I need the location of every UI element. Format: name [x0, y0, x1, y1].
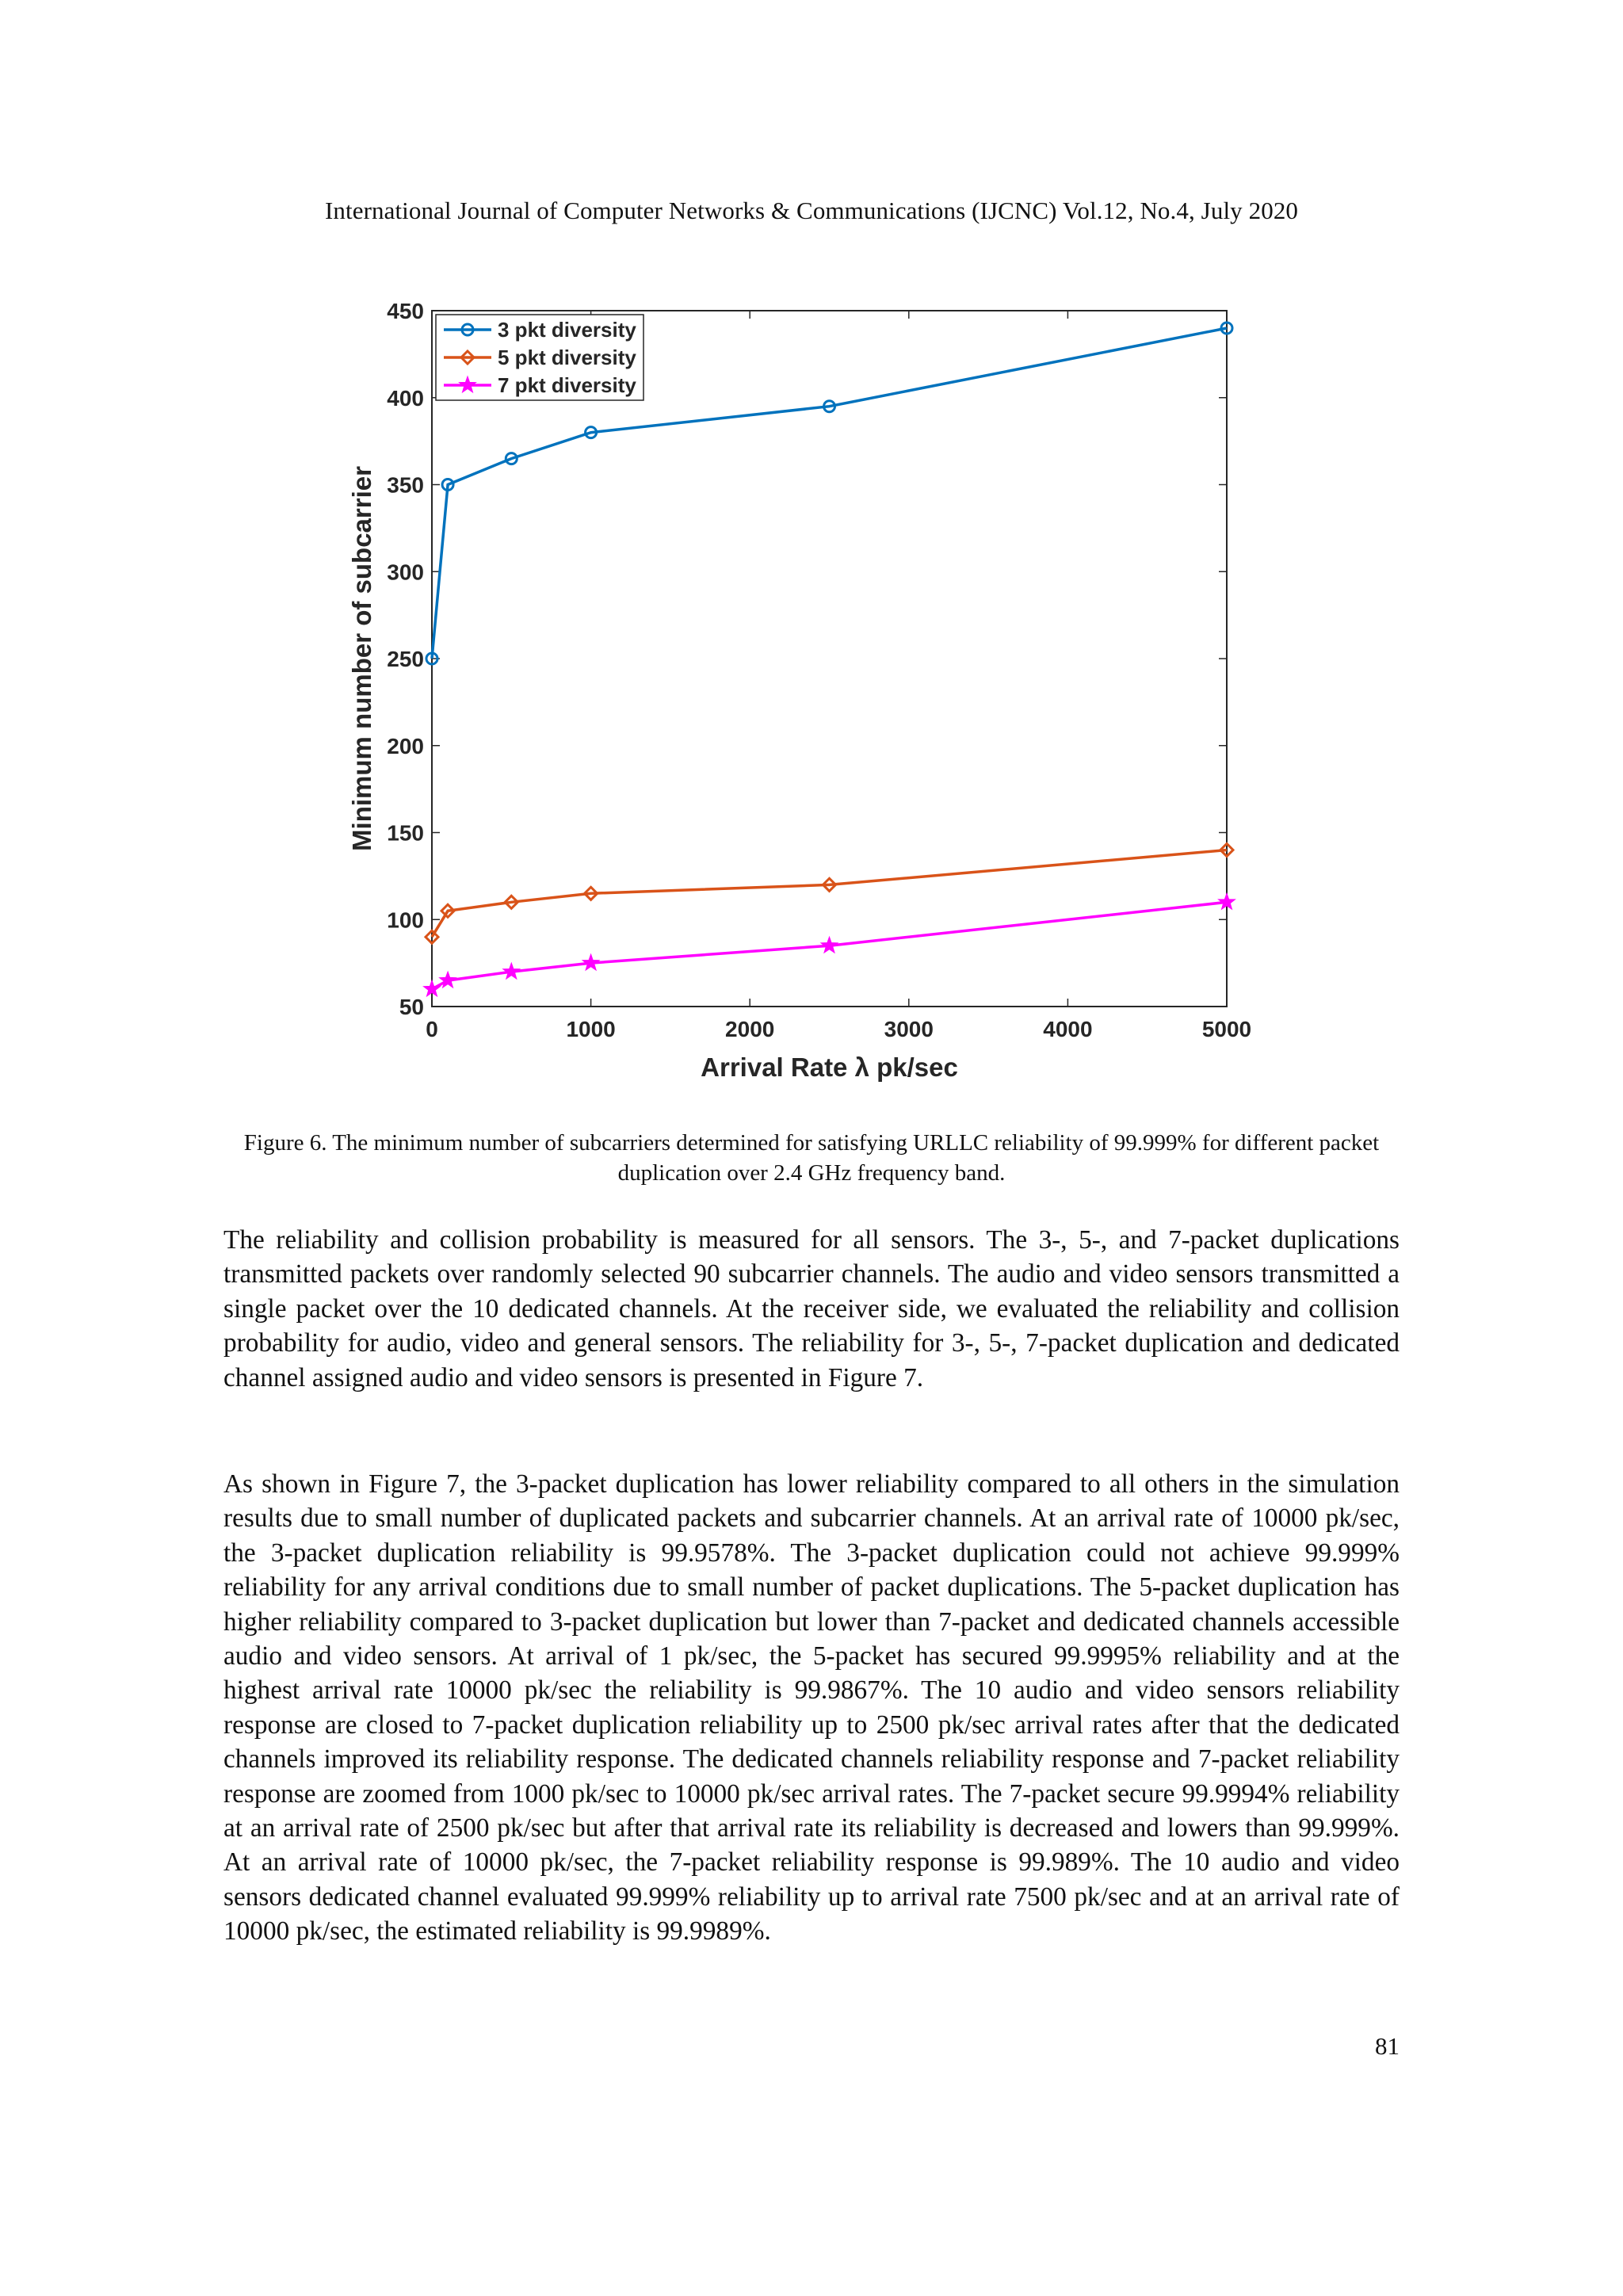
body-paragraph-1: The reliability and collision probability is measured for all sensors. The 3-, 5-, and 7-packet duplications transmitted packets over randomly selected 90 subcarrier channels. The audio and video sensors transmitted a single packet over the 10 dedicated channels. At the receiver side, we evaluated the reliability and collision probability for audio, video and general sensors. The reliability for 3-, 5-, 7-packet duplication and dedicated channel assigned audio and video sensors is presented in Figure 7.	[223, 1225, 1400, 1392]
y-tick-label: 300	[387, 560, 424, 585]
y-tick-label: 350	[387, 472, 424, 498]
y-tick-label: 150	[387, 820, 424, 846]
series-3-point	[821, 937, 838, 953]
journal-header: International Journal of Computer Networks & Communications (IJCNC) Vol.12, No.4, July 2020	[324, 197, 1299, 224]
x-tick-label: 4000	[1043, 1017, 1093, 1041]
figure-caption: Figure 6. The minimum number of subcarriers determined for satisfying URLLC reliability of 99.999% for different packet duplication over 2.4 GHz frequency band.	[243, 1130, 1380, 1186]
y-tick-label: 250	[387, 647, 424, 671]
x-tick-label: 0	[426, 1017, 438, 1041]
x-tick-label: 2000	[725, 1017, 775, 1041]
y-tick-label: 50	[399, 995, 424, 1019]
y-tick-label: 100	[387, 907, 424, 933]
series-3-point	[582, 954, 599, 970]
x-axis-label: Arrival Rate λ pk/sec	[701, 1052, 958, 1082]
y-tick-label: 200	[387, 733, 424, 758]
series-3-point	[503, 963, 520, 979]
x-tick-label: 1000	[566, 1017, 616, 1041]
body-paragraph-2: As shown in Figure 7, the 3-packet duplication has lower reliability compared to all others in the simulation results due to small number of duplicated packets and subcarrier channels. At an arrival rate of 10000 pk/sec, the 3-packet duplication reliability is 99.9578%. The 3-packet duplication could not achieve 99.999% reliability for any arrival conditions due to small number of packet duplications. The 5-packet duplication has higher reliability compared to 3-packet duplication but lower than 7-packet and dedicated channels accessible audio and video sensors. At arrival of 1 pk/sec, the 5-packet has secured 99.9995% reliability and at the highest arrival rate 10000 pk/sec the reliability is 99.9867%. The 10 audio and video sensors reliability response are closed to 7-packet duplication reliability up to 2500 pk/sec arrival rates after that the dedicated channels improved its reliability response. The dedicated channels reliability response and 7-packet reliability response are zoomed from 1000 pk/sec to 10000 pk/sec arrival rates. The 7-packet secure 99.9994% reliability at an arrival rate of 2500 pk/sec but after that arrival rate its reliability is decreased and lowers than 99.999%. At an arrival rate of 10000 pk/sec, the 7-packet reliability response is 99.989%. The 10 audio and video sensors dedicated channel evaluated 99.999% reliability up to arrival rate 7500 pk/sec and at an arrival rate of 10000 pk/sec, the estimated reliability is 99.9989%.	[223, 1469, 1400, 1946]
x-tick-label: 3000	[884, 1017, 934, 1041]
y-axis-label: Minimum number of subcarrier	[347, 466, 376, 851]
plot-area-frame	[432, 311, 1227, 1007]
figure-6-chart	[341, 293, 1276, 1086]
legend-label-1: 3 pkt diversity	[498, 318, 636, 342]
y-tick-label: 400	[387, 385, 424, 411]
legend-label-2: 5 pkt diversity	[498, 346, 636, 369]
y-tick-label: 450	[387, 299, 424, 323]
x-tick-label: 5000	[1201, 1017, 1252, 1041]
series-line-2	[432, 850, 1227, 938]
page-number: 81	[1375, 2032, 1400, 2060]
legend-label-3: 7 pkt diversity	[498, 373, 636, 397]
